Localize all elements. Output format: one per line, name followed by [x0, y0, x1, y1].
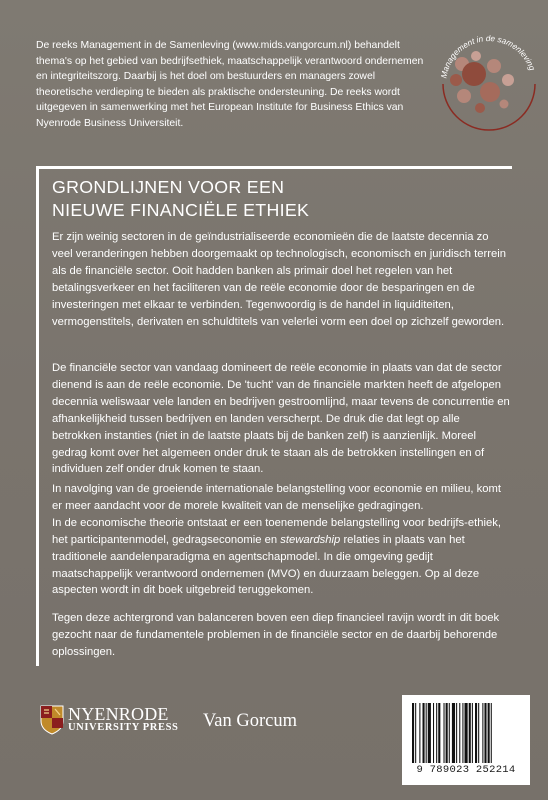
series-emblem-logo — [434, 22, 544, 142]
barcode-bar — [488, 703, 490, 763]
nyenrode-subtitle: UNIVERSITY PRESS — [68, 722, 179, 733]
emblem-dot — [502, 74, 514, 86]
nyenrode-logo — [40, 705, 185, 735]
emblem-dot — [500, 100, 509, 109]
series-intro: De reeks Management in de Samenleving (www.mids.vangorcum.nl) behandelt thema's op het gebied van bedrijfsethiek, maatschappelijk verantwoord ondernemen en integriteitszorg. Daarbij is het doel om bestuurders en managers zowel theoretische verdieping te bieden als praktische ondersteuning. De reeks wordt uitgegeven in samenwerking met het European Institute for Business Ethics van Nyenrode Business Universiteit. — [36, 40, 424, 129]
emblem-arc-text: Management in de samenleving — [439, 33, 537, 80]
emblem-dot — [450, 74, 462, 86]
barcode-bar — [452, 703, 455, 763]
barcode-bar — [412, 703, 414, 763]
book-title — [52, 176, 492, 221]
barcode-bar — [478, 703, 479, 763]
nyenrode-name: NYENRODE — [68, 704, 169, 724]
blurb-paragraph-3 — [52, 481, 510, 599]
barcode-bar — [415, 703, 416, 763]
barcode-bar — [426, 703, 427, 763]
barcode-bar — [438, 703, 440, 763]
barcode-bar — [491, 703, 492, 763]
barcode-bar — [436, 703, 437, 763]
title-line-1: GRONDLIJNEN VOOR EEN — [52, 177, 285, 197]
blurb-paragraph-1: Er zijn weinig sectoren in de geïndustrialiseerde economieën die de laatste decennia zo veel veranderingen hebben doorgemaakt op technologisch, economisch en juridisch terrein als de financiële sector. Ooit hadden banken als primair doel het regelen van het betalingsverkeer en het faciliteren van de reële economie door de besparingen en de investeringen met elkaar te verbinden. Tegenwoordig is de handel in liquiditeiten, vermogenstitels, derivaten en schuldtitels van velerlei vorm een doel op zichzelf geworden. — [52, 231, 507, 328]
nyenrode-crest-icon — [40, 705, 64, 735]
barcode-bar — [482, 703, 483, 763]
emblem-dot — [487, 59, 501, 73]
isbn-barcode — [402, 695, 530, 785]
emblem-dot — [480, 82, 500, 102]
blurb-paragraph-2: De financiële sector van vandaag domineert de reële economie in plaats van dat de sector dienend is aan de reële economie. De 'tucht' van de financiële markten heeft de afgelopen decennia weliswaar vele landen en bedrijven gestroomlijnd, maar tevens de concurrentie en afhankelijkheid tussen bedrijven en landen verscherpt. De druk die dat legt op alle betrokken instanties (niet in de laatste plaats bij de banken zelf) is aanzienlijk. Moreel gedrag komt over het algemeen onder druk te staan als de betrokken instellingen en of individuen zelf onder druk komen te staan. — [52, 362, 510, 476]
emblem-dot — [475, 103, 485, 113]
barcode-bar — [475, 703, 477, 763]
blurb-paragraph-4: Tegen deze achtergrond van balanceren boven een diep financieel ravijn wordt in dit boek gezocht naar de fundamentele problemen in de financiële sector en de daarbij behorende oplossingen. — [52, 612, 500, 658]
blurb-paragraph-3b: In de economische theorie ontstaat er een toenemende belangstelling voor bedrijfs-ethiek, het participantenmodel, gedragseconomie en — [52, 516, 502, 546]
barcode-bars — [412, 703, 520, 763]
barcode-bar — [419, 703, 420, 763]
barcode-bar — [423, 703, 425, 763]
stewardship-term: stewardship — [280, 533, 341, 546]
emblem-dot — [471, 51, 481, 61]
barcode-bar — [462, 703, 463, 763]
blurb-paragraph-3c: relaties in plaats van het traditionele aandelenparadigma en agentschapmodel. In die omgeving gedijt maatschappelijk verantwoord ondernemen (MVO) en duurzaam beleggen. Op al deze aspecten wordt in dit boek uitgebreid teruggekomen. — [52, 533, 480, 597]
barcode-bar — [465, 703, 468, 763]
barcode-bar — [472, 703, 473, 763]
emblem-dot — [457, 89, 471, 103]
barcode-bar — [446, 703, 448, 763]
barcode-bar — [449, 703, 450, 763]
barcode-bar — [456, 703, 457, 763]
barcode-bar — [444, 703, 445, 763]
isbn-digits: 9 789023 252214 — [416, 764, 516, 776]
barcode-bar — [433, 703, 434, 763]
emblem-dot — [462, 62, 486, 86]
blurb-paragraph-3a: In navolging van de groeiende internationale belangstelling voor economie en milieu, komt er meer aandacht voor de morele kwaliteit van de menselijke gedragingen. — [52, 483, 502, 512]
barcode-bar — [469, 703, 471, 763]
barcode-bar — [484, 703, 486, 763]
vangorcum-logo: Van Gorcum — [203, 711, 298, 731]
title-line-2: NIEUWE FINANCIËLE ETHIEK — [52, 199, 310, 220]
barcode-bar — [459, 703, 460, 763]
barcode-bar — [428, 703, 431, 763]
